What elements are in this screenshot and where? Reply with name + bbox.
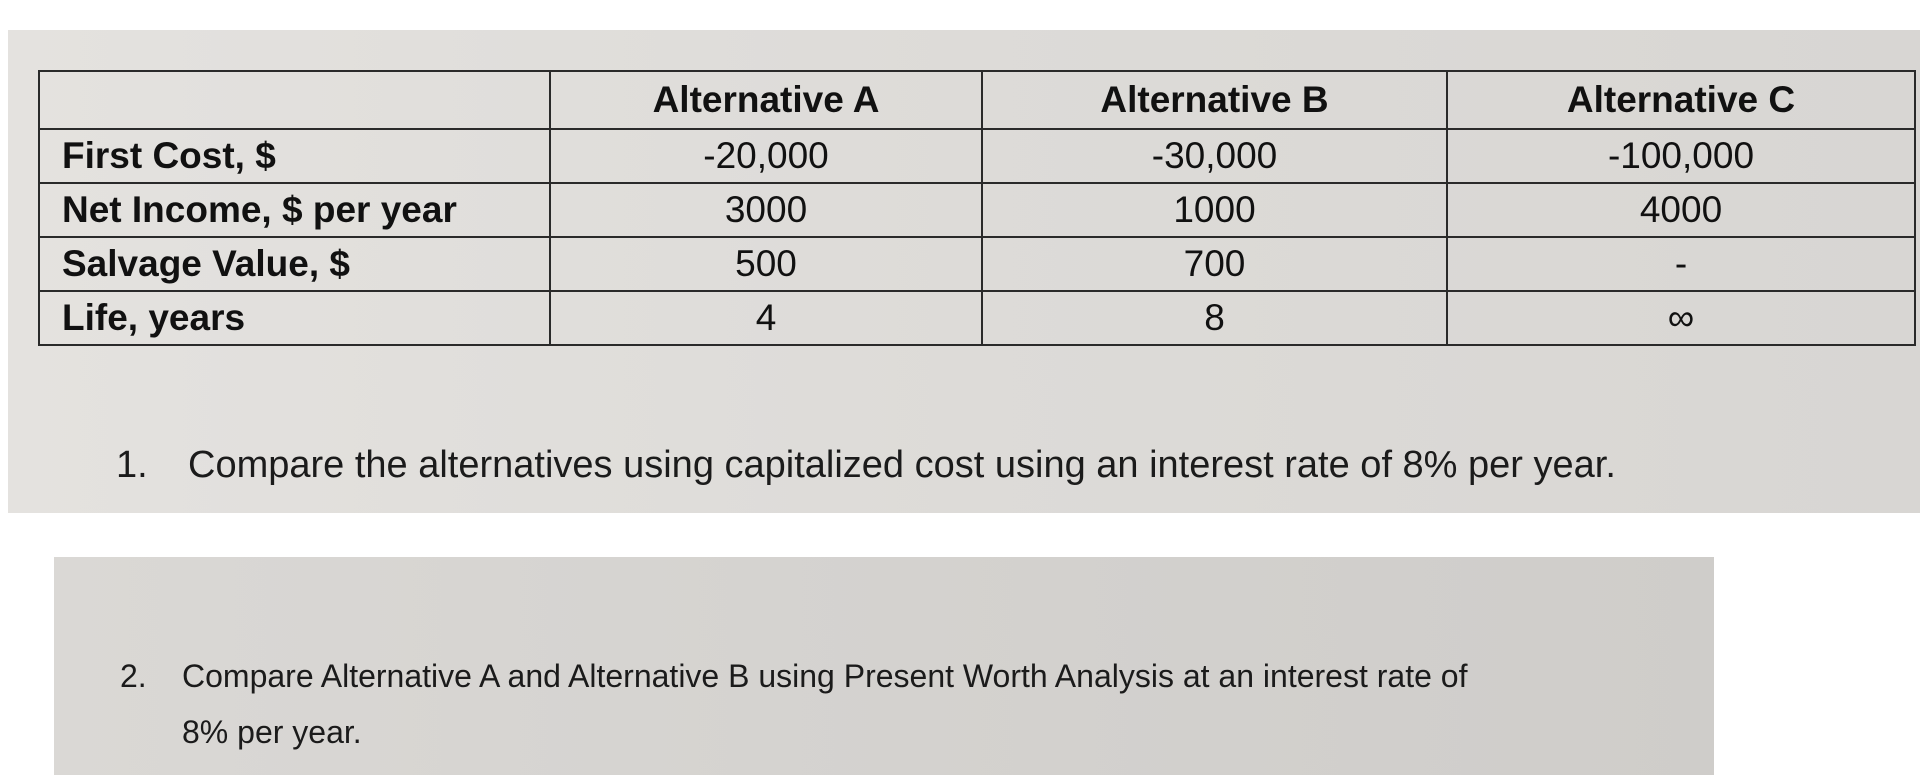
table-cell: 1000: [982, 183, 1447, 237]
table-header-empty: [39, 71, 550, 129]
table-row: [39, 291, 1915, 345]
table-cell: 700: [982, 237, 1447, 291]
table-cell: -100,000: [1447, 129, 1915, 183]
alternatives-table: [38, 70, 1916, 346]
row-label-first-cost: First Cost, $: [39, 129, 550, 183]
question-1: [116, 444, 1616, 487]
table-cell: 500: [550, 237, 982, 291]
row-label-salvage-value: Salvage Value, $: [39, 237, 550, 291]
question-number: 2.: [120, 658, 147, 694]
row-label-life: Life, years: [39, 291, 550, 345]
table-row: [39, 183, 1915, 237]
question-number: 1.: [116, 444, 148, 486]
table-cell: ∞: [1447, 291, 1915, 345]
table-cell: 3000: [550, 183, 982, 237]
table-cell: -30,000: [982, 129, 1447, 183]
table-cell: 4000: [1447, 183, 1915, 237]
table-header-alternative-c: Alternative C: [1447, 71, 1915, 129]
table-header-alternative-a: Alternative A: [550, 71, 982, 129]
table-header-alternative-b: Alternative B: [982, 71, 1447, 129]
table-header-row: [39, 71, 1915, 129]
table-row: [39, 237, 1915, 291]
row-label-net-income: Net Income, $ per year: [39, 183, 550, 237]
table-row: [39, 129, 1915, 183]
question-2: [120, 648, 1467, 760]
question-text-line-2: 8% per year.: [182, 714, 362, 750]
question-text: Compare the alternatives using capitalized cost using an interest rate of 8% per year.: [188, 444, 1616, 486]
table-cell: 8: [982, 291, 1447, 345]
table-cell: -20,000: [550, 129, 982, 183]
table-cell: -: [1447, 237, 1915, 291]
question-text-line-1: Compare Alternative A and Alternative B using Present Worth Analysis at an interest rate of: [182, 658, 1468, 694]
table-cell: 4: [550, 291, 982, 345]
